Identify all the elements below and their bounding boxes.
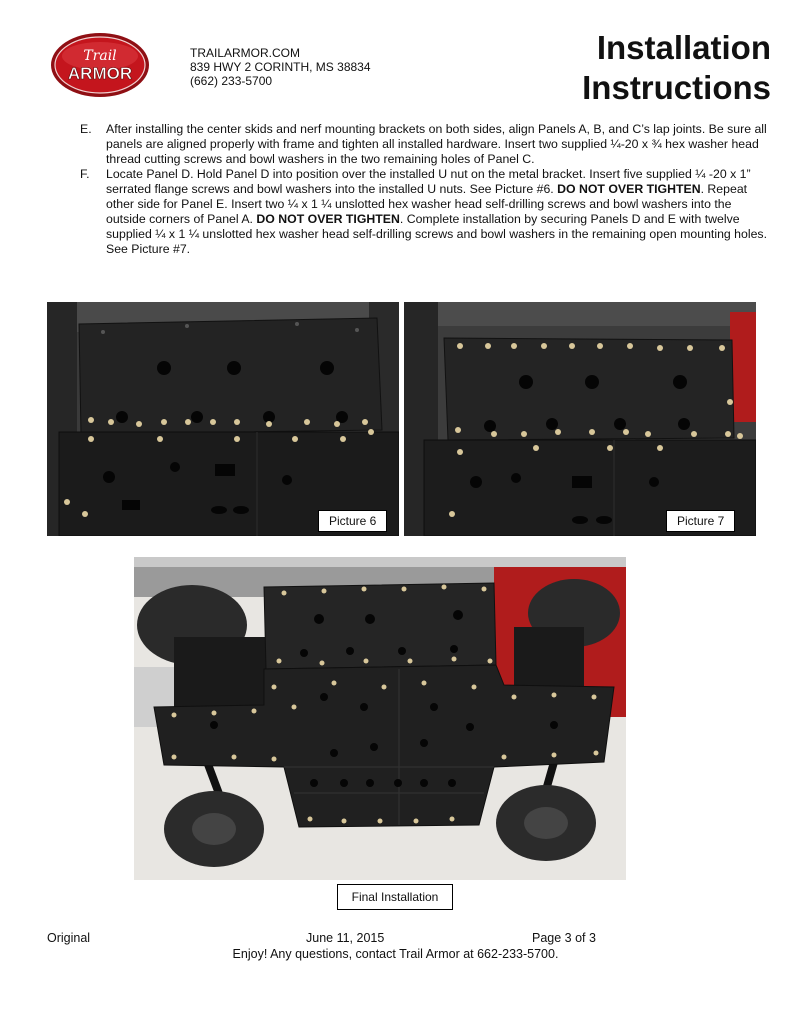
footer-page-number: Page 3 of 3	[532, 931, 596, 945]
step-e	[80, 122, 770, 167]
company-info	[190, 46, 371, 88]
warning-text: DO NOT OVER TIGHTEN	[256, 212, 400, 226]
picture-7-caption: Picture 7	[666, 510, 735, 532]
picture-7-photo	[404, 302, 756, 536]
company-website: TRAILARMOR.COM	[190, 46, 301, 60]
picture-6-caption: Picture 6	[318, 510, 387, 532]
final-installation-photo	[134, 557, 626, 880]
picture-6-photo	[47, 302, 399, 536]
title-line-1: Installation	[596, 29, 771, 66]
footer-contact: Enjoy! Any questions, contact Trail Armor at 662-233-5700.	[232, 947, 559, 961]
step-text: Locate Panel D. Hold Panel D into position over the installed U nut on the metal bracket. Insert five supplied ¼ -20 x 1” serrated flange screws and bowl washers into the installed U nuts. See Picture #6.	[106, 167, 751, 196]
step-text: . Complete installation by securing Panels D and E with twelve supplied ¼ x 1 ¼ unslotted hex washer head self-drilling screws and bowl washers in the remaining open mounting holes. See Picture #7.	[106, 212, 767, 256]
company-phone: (662) 233-5700	[190, 74, 273, 88]
logo-text-top: Trail	[83, 48, 117, 64]
step-text: After installing the center skids and nerf mounting brackets on both sides, align Panels A, B, and C’s lap joints. Be sure all panels are aligned properly with frame and tighten all installed hardware. Insert two supplied ¼-20 x ¾ hex washer head thread cutting screws and bowl washers in the two remaining holes of Panel C.	[106, 122, 767, 166]
instructions	[80, 122, 770, 257]
warning-text: DO NOT OVER TIGHTEN	[557, 182, 701, 196]
logo-text-bottom: ARMOR	[67, 64, 133, 83]
step-text: . Repeat other side for Panel E. Insert two ¼ x 1 ¼ unslotted hex washer head self-drilling screws and bowl washers into the outside corners of Panel A.	[106, 182, 748, 226]
title-line-2: Instructions	[582, 69, 771, 106]
trail-armor-logo	[50, 32, 150, 98]
footer-date: June 11, 2015	[306, 931, 385, 945]
step-f	[80, 167, 770, 257]
company-address: 839 HWY 2 CORINTH, MS 38834	[190, 60, 371, 74]
step-letter: F.	[80, 167, 90, 181]
final-installation-caption: Final Installation	[337, 884, 453, 910]
step-letter: E.	[80, 122, 92, 136]
footer-status: Original	[47, 931, 91, 945]
page-title	[582, 28, 771, 108]
